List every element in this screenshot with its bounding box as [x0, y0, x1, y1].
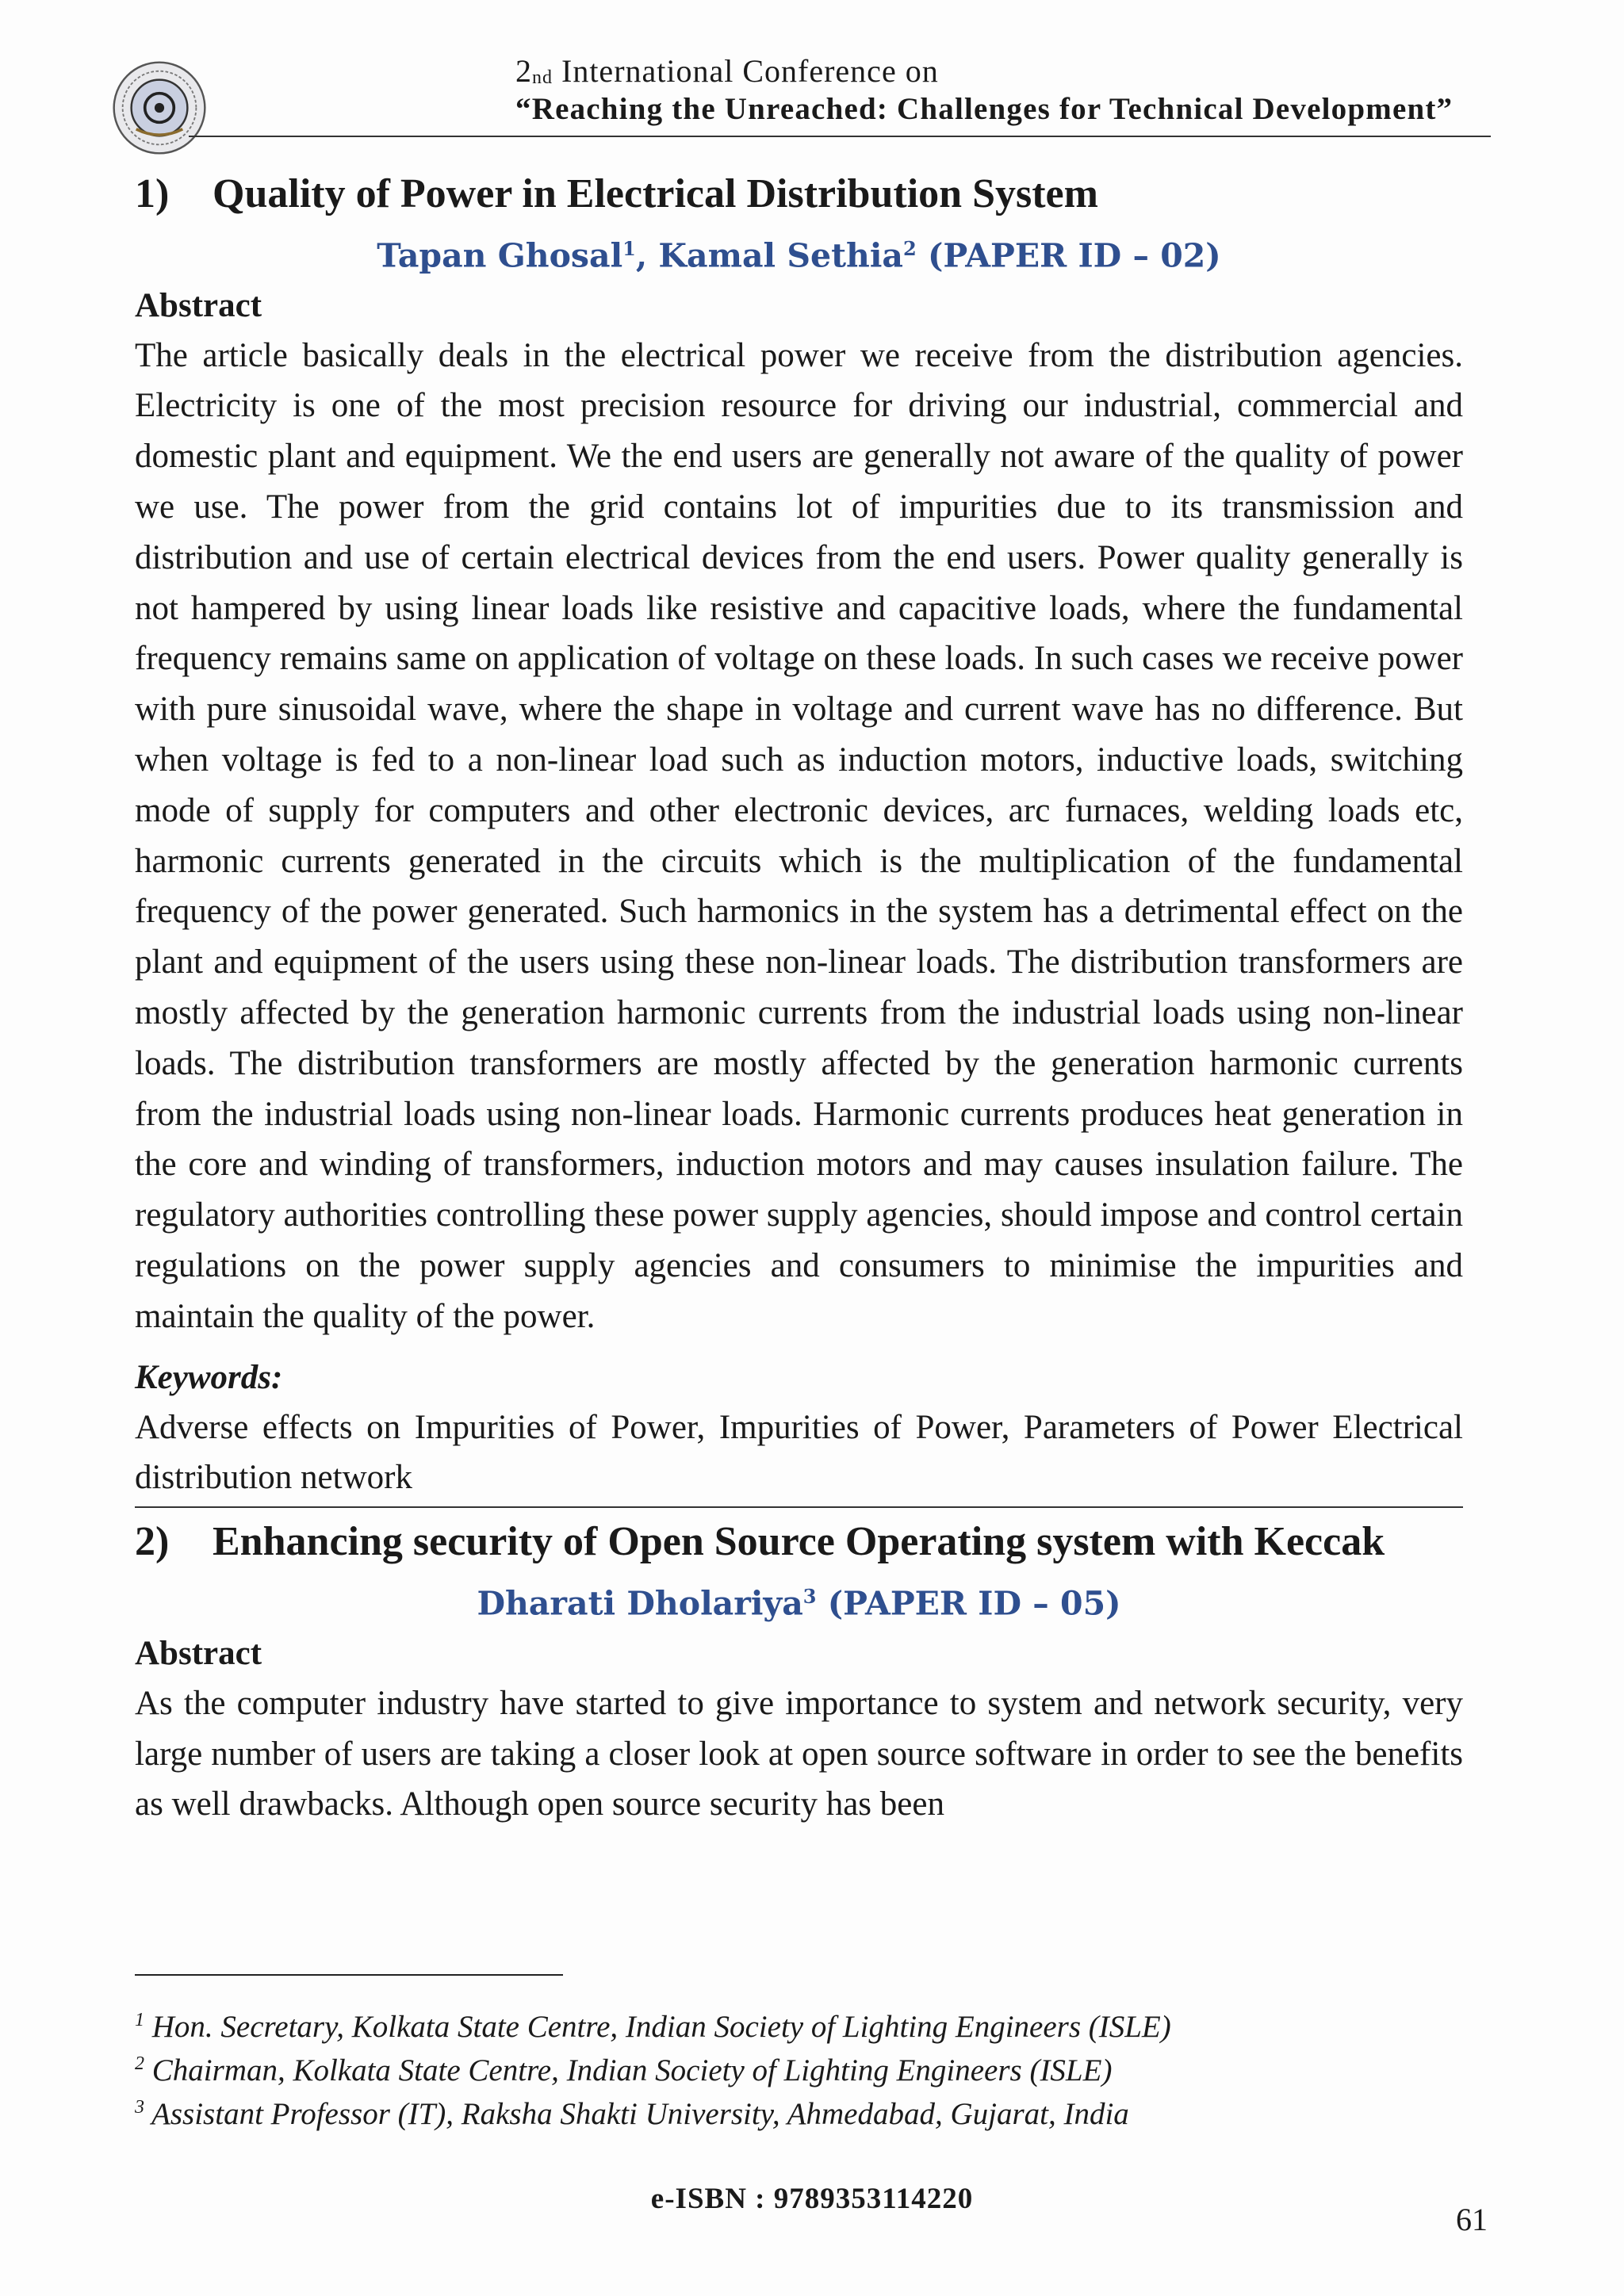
section-divider — [135, 1506, 1463, 1508]
footnotes — [135, 2002, 1463, 2133]
conference-theme: “Reaching the Unreached: Challenges for Technical Development” — [515, 92, 1454, 126]
paper-1-abstract-text: The article basically deals in the electrical power we receive from the distribution agencies. Electricity is one of the most precision resource for driving our industrial, commercial and domestic plant and equipment. We the end users are generally not aware of the quality of power we use. The power from the grid contains lot of impurities due to its transmission and distribution and use of certain electrical devices from the end users. Power quality generally is not hampered by using linear loads like resistive and capacitive loads, where the fundamental frequency remains same on application of voltage on these loads. In such cases we receive power with pure sinusoidal wave, where the shape in voltage and current wave has no difference. But when voltage is fed to a non-linear load such as induction motors, inductive loads, switching mode of supply for computers and other electronic devices, arc furnaces, welding loads etc, harmonic currents generated in the circuits which is the multiplication of the fundamental frequency of the power generated. Such harmonics in the system has a detrimental effect on the plant and equipment of the users using these non-linear loads. The distribution transformers are mostly affected by the generation harmonic currents from the industrial loads using non-linear loads. The distribution transformers are mostly affected by the generation harmonic currents from the industrial loads using non-linear loads. Harmonic currents produces heat generation in the core and winding of transformers, induction motors and may causes insulation failure. The regulatory authorities controlling these power supply agencies, should impose and control certain regulations on the power supply agencies and consumers to minimise the impurities and maintain the quality of the power. — [135, 336, 1463, 1335]
paper-1-abstract-heading: Abstract — [135, 286, 262, 324]
paper-1-keywords-heading: Keywords: — [135, 1358, 283, 1396]
page-number: 61 — [1456, 2202, 1488, 2237]
header-rule — [189, 136, 1491, 137]
isbn: e-ISBN : 9789353114220 — [650, 2183, 974, 2215]
paper-1-authors: Tapan Ghosal$^1$, Kamal Sethia$^2$ (PAPER ID – 02) — [377, 236, 1221, 275]
footnote-rule — [135, 1974, 563, 1976]
paper-2-abstract-text: As the computer industry have started to give importance to system and network security, very large number of users are taking a closer look at open source software in order to see the benefits as well drawbacks. Although open source security has been — [135, 1684, 1463, 1823]
footnote: $^2$ Chairman, Kolkata State Centre, Indian Society of Lighting Engineers (ISLE) — [135, 2053, 1113, 2087]
footnote: $^1$ Hon. Secretary, Kolkata State Centre, Indian Society of Lighting Engineers (ISLE) — [135, 2010, 1171, 2044]
paper-2-abstract-heading: Abstract — [135, 1634, 262, 1672]
paper-1-title: 1) Quality of Power in Electrical Distribution System — [135, 171, 1098, 216]
footnote: $^3$ Assistant Professor (IT), Raksha Shakti University, Ahmedabad, Gujarat, India — [135, 2097, 1129, 2131]
conference-name: $2_{nd}$ International Conference on — [515, 53, 939, 89]
society-seal-icon — [111, 59, 208, 156]
paper-1-keywords-text: Adverse effects on Impurities of Power, Impurities of Power, Parameters of Power Electrical distribution network — [135, 1408, 1463, 1497]
paper-2-authors: Dharati Dholariya$^3$ (PAPER ID – 05) — [477, 1584, 1121, 1623]
page-body — [135, 165, 1463, 1830]
paper-2-title: 2) Enhancing security of Open Source Operating system with Keccak — [135, 1519, 1385, 1565]
page-header — [111, 48, 1491, 141]
